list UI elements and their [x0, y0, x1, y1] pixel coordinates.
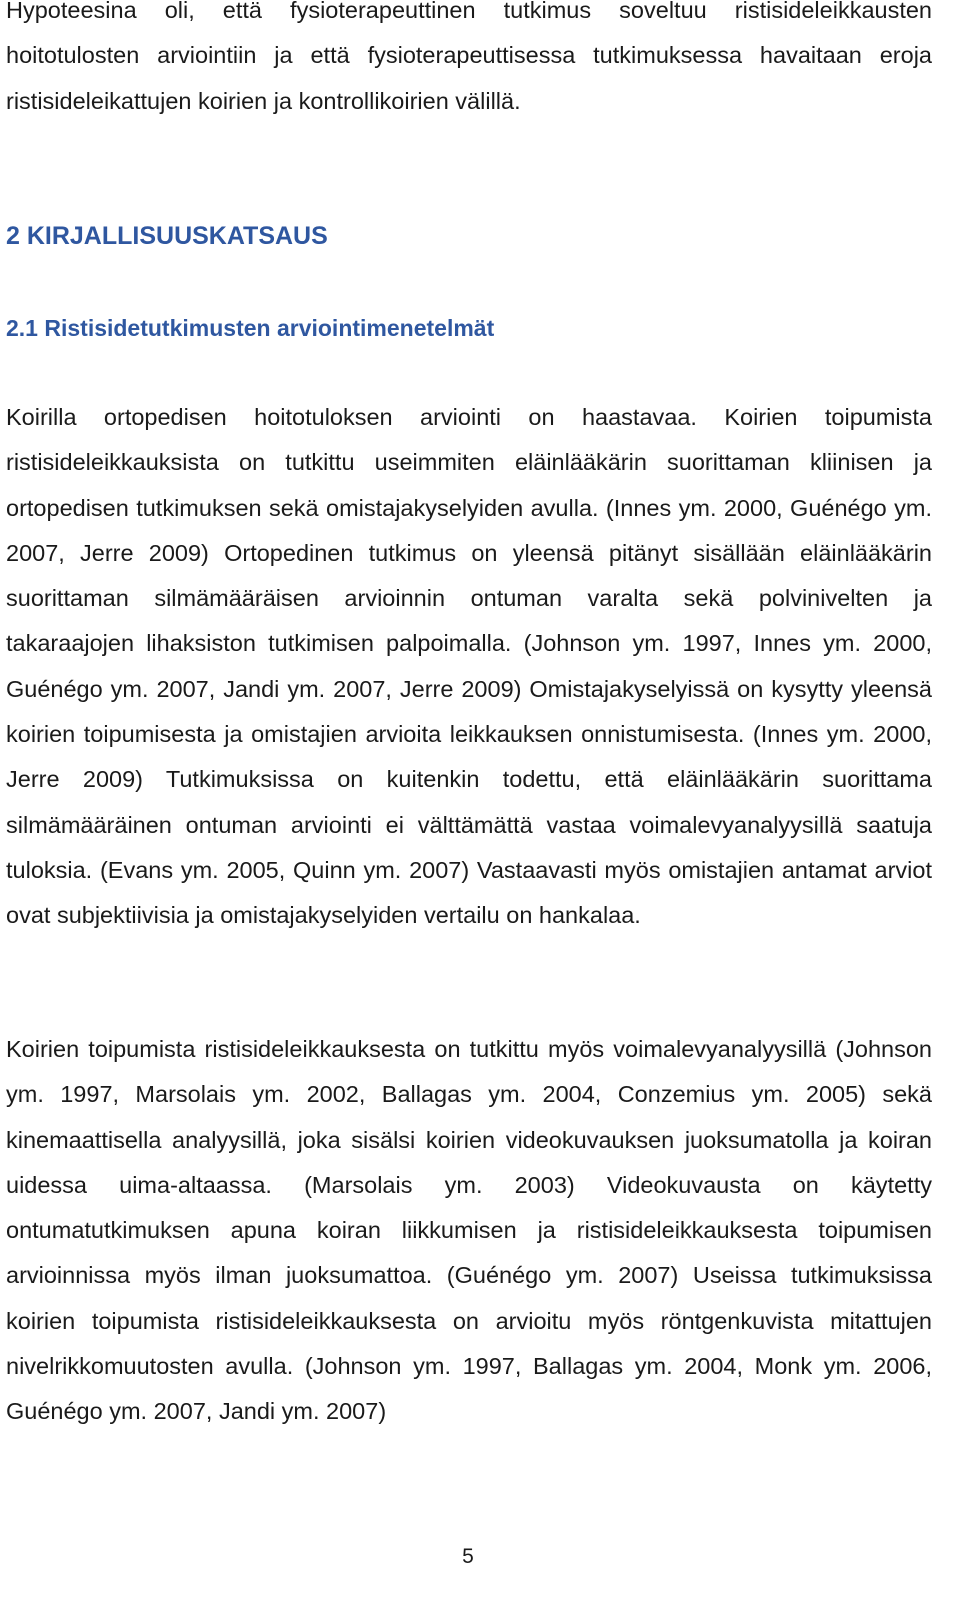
chapter-heading: 2 KIRJALLISUUSKATSAUS — [6, 222, 328, 250]
page-number: 5 — [462, 1545, 474, 1568]
intro-paragraph: Hypoteesina oli, että fysioterapeuttinen tutkimus soveltuu ristisideleikkausten hoitotulosten arviointiin ja että fysioterapeuttisessa tutkimuksessa havaitaan eroja ristisideleikattujen koirien ja kontrollikoirien välillä. — [6, 0, 932, 114]
second-block — [6, 1027, 932, 1435]
body-paragraph-1: Koirilla ortopedisen hoitotuloksen arviointi on haastavaa. Koirien toipumista ristisideleikkauksista on tutkittu useimmiten eläinlääkärin suorittaman kliinisen ja ortopedisen tutkimuksen sekä omistajakyselyiden avulla. (Innes ym. 2000, Guénégo ym. 2007, Jerre 2009) Ortopedinen tutkimus on yleensä pitänyt sisällään eläinlääkärin suorittaman silmämääräisen arvioinnin ontuman varalta sekä polvinivelten ja takaraajojen lihaksiston tutkimisen palpoimalla. (Johnson ym. 1997, Innes ym. 2000, Guénégo ym. 2007, Jandi ym. 2007, Jerre 2009) Omistajakyselyissä on kysytty yleensä koirien toipumisesta ja omistajien arvioita leikkauksen onnistumisesta. (Innes ym. 2000, Jerre 2009) Tutkimuksissa on kuitenkin todettu, että eläinlääkärin suorittama silmämääräinen ontuman arviointi ei välttämättä vastaa voimalevyanalyysillä saatuja tuloksia. (Evans ym. 2005, Quinn ym. 2007) Vastaavasti myös omistajien antamat arviot ovat subjektiivisia ja omistajakyselyiden vertailu on hankalaa. — [6, 404, 932, 929]
intro-block — [6, 0, 932, 124]
body-paragraph-2: Koirien toipumista ristisideleikkauksesta on tutkittu myös voimalevyanalyysillä (Johnson ym. 1997, Marsolais ym. 2002, Ballagas ym. 2004, Conzemius ym. 2005) sekä kinemaattisella analyysillä, joka sisälsi koirien videokuvauksen juoksumatolla ja koiran uidessa uima-altaassa. (Marsolais ym. 2003) Videokuvausta on käytetty ontumatutkimuksen apuna koiran liikkumisen ja ristisideleikkauksesta toipumisen arvioinnissa myös ilman juoksumattoa. (Guénégo ym. 2007) Useissa tutkimuksissa koirien toipumista ristisideleikkauksesta on arvioitu myös röntgenkuvista mitattujen nivelrikkomuutosten avulla. (Johnson ym. 1997, Ballagas ym. 2004, Monk ym. 2006, Guénégo ym. 2007, Jandi ym. 2007) — [6, 1036, 932, 1425]
section-heading: 2.1 Ristisidetutkimusten arviointimenetelmät — [6, 315, 495, 341]
main-block — [6, 395, 932, 939]
